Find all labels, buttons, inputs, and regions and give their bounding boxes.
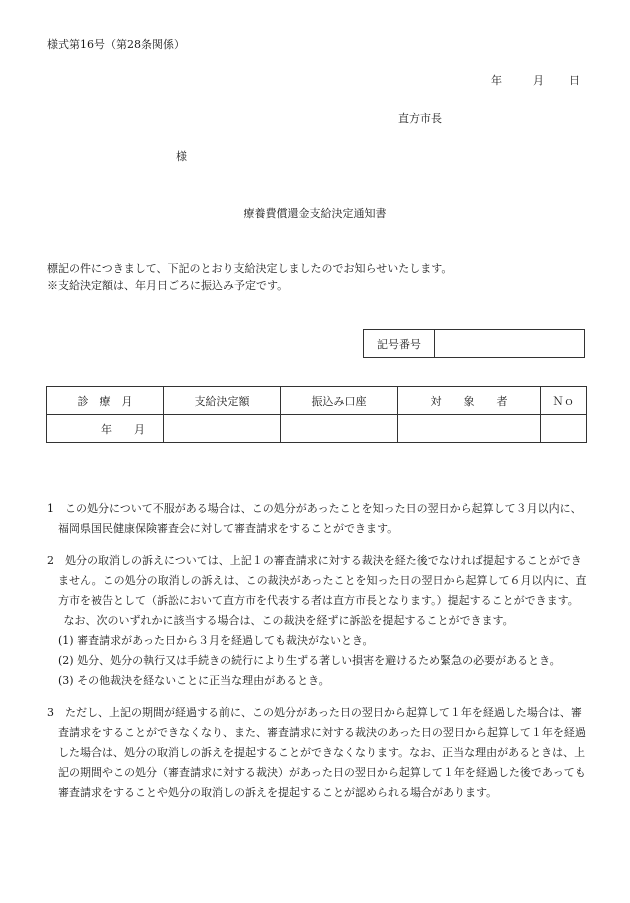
note-item-3: 3 ただし、上記の期間が経過する前に、この処分があった日の翌日から起算して１年を経過した場合は、審査請求をすることができなくなり、また、審査請求に対する裁決のあった日の翌日から起算して１年を経過した場合は、処分の取消しの訴えを提起することができなくなります。なお、正当な理由があるときは、上記の期間やこの処分（審査請求に対する裁決）があった日の翌日から起算して１年を経過した後であっても審査請求をすることや処分の取消しの訴えを提起することが認められる場合があります。 — [47, 706, 586, 799]
payment-table — [46, 386, 587, 443]
cell-no — [541, 415, 587, 443]
date-day: 日 — [569, 74, 580, 87]
form-number: 様式第16号（第28条関係） — [47, 38, 185, 51]
header-amount: 支給決定額 — [164, 387, 281, 415]
code-number-value — [435, 330, 584, 357]
note-item-2-sub-2: (2) 処分、処分の執行又は手続きの続行により生ずる著しい損害を避けるため緊急の必要があるとき。 — [58, 654, 561, 667]
code-number-box — [363, 329, 585, 358]
note-item-2-sub-1: (1) 審査請求があった日から３月を経過しても裁決がないとき。 — [58, 634, 374, 647]
issuer: 直方市長 — [398, 112, 442, 125]
note-item-2-sub-3: (3) その他裁決を経ないことに正当な理由があるとき。 — [58, 674, 330, 687]
document-title: 療養費償還金支給決定通知書 — [243, 207, 387, 220]
note-item-2-note: なお、次のいずれかに該当する場合は、この裁決を経ずに訴訟を提起することができます。 — [63, 614, 514, 627]
header-account: 振込み口座 — [281, 387, 398, 415]
header-person: 対 象 者 — [398, 387, 541, 415]
cell-month: 年 月 — [47, 415, 164, 443]
note-item-1: 1 この処分について不服がある場合は、この処分があったことを知った日の翌日から起算して３月以内に、福岡県国民健康保険審査会に対して審査請求をすることができます。 — [47, 502, 582, 535]
cell-person — [398, 415, 541, 443]
table-row — [47, 415, 587, 443]
header-treatment-month: 診 療 月 — [47, 387, 164, 415]
date-month: 月 — [533, 74, 544, 87]
code-number-label: 記号番号 — [364, 330, 435, 357]
table-header-row — [47, 387, 587, 415]
date-year: 年 — [491, 74, 502, 87]
intro-line-2: ※支給決定額は、年月日ごろに振込み予定です。 — [47, 279, 289, 292]
date-line — [491, 72, 580, 88]
intro-line-1: 標記の件につきまして、下記のとおり支給決定しましたのでお知らせいたします。 — [47, 262, 453, 275]
notes-section — [47, 499, 592, 803]
note-item-2: 2 処分の取消しの訴えについては、上記１の審査請求に対する裁決を経た後でなければ提起することができません。この処分の取消しの訴えは、この裁決があったことを知った日の翌日から起算して６月以内に、直方市を被告として（訴訟において直方市を代表する者は直方市長となります。）提起することができます。 — [47, 554, 587, 607]
cell-amount — [164, 415, 281, 443]
header-no: Ｎｏ — [541, 387, 587, 415]
cell-account — [281, 415, 398, 443]
addressee-suffix: 様 — [176, 150, 187, 163]
